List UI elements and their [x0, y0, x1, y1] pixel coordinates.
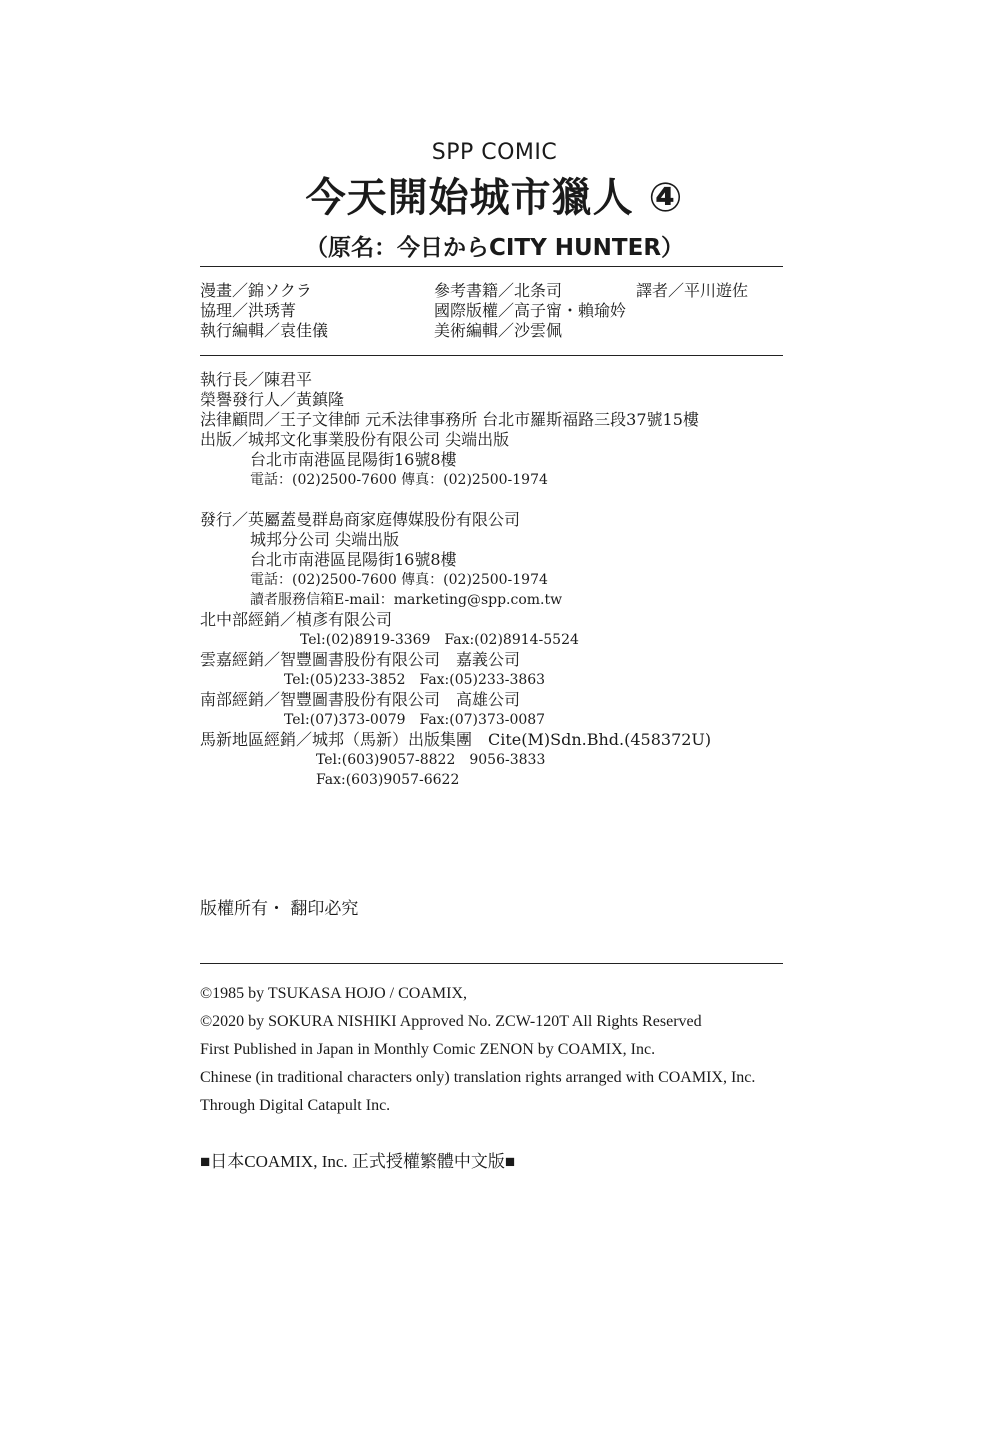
south-distributor: 南部經銷／智豐圖書股份有限公司 高雄公司	[200, 690, 521, 709]
north-distributor: 北中部經銷／楨彥有限公司	[200, 610, 393, 629]
publish-phone: 電話：(02)2500-7600 傳真：(02)2500-1974	[250, 472, 548, 488]
south-contact: Tel:(07)373-0079 Fax:(07)373-0087	[284, 712, 546, 728]
rights-line: ©2020 by SOKURA NISHIKI Approved No. ZCW-120T All Rights Reserved	[200, 1013, 702, 1030]
series-label: SPP COMIC	[431, 140, 558, 165]
rights-line: Through Digital Catapult Inc.	[200, 1097, 391, 1114]
malaysia-distributor: 馬新地區經銷／城邦（馬新）出版集團 Cite(M)Sdn.Bhd.(458372U)	[200, 730, 712, 749]
divider-top	[200, 266, 783, 267]
ceo-line: 執行長／陳君平	[200, 370, 313, 389]
original-title: （原名：今日からCITY HUNTER）	[304, 235, 685, 261]
malaysia-fax: Fax:(603)9057-6622	[316, 772, 460, 788]
authorized-edition-footer: ■日本COAMIX, Inc. 正式授權繁體中文版■	[200, 1152, 516, 1171]
credit-art-editor: 美術編輯／沙雲佩	[434, 321, 563, 340]
issuer-line: 發行／英屬蓋曼群島商家庭傳媒股份有限公司	[200, 510, 521, 529]
reader-service-email: 讀者服務信箱E-mail：marketing@spp.com.tw	[250, 592, 563, 608]
chiayi-contact: Tel:(05)233-3852 Fax:(05)233-3863	[284, 672, 546, 688]
rights-line: Chinese (in traditional characters only) translation rights arranged with COAMIX, Inc.	[200, 1069, 756, 1086]
distribution-address: 台北市南港區昆陽街16號8樓	[250, 550, 457, 569]
rights-line: ©1985 by TSUKASA HOJO / COAMIX,	[200, 985, 467, 1002]
publish-line: 出版／城邦文化事業股份有限公司 尖端出版	[200, 430, 510, 449]
north-contact: Tel:(02)8919-3369 Fax:(02)8914-5524	[300, 632, 579, 648]
divider-middle	[200, 355, 783, 356]
rights-line: First Published in Japan in Monthly Comic ZENON by COAMIX, Inc.	[200, 1041, 656, 1058]
credit-intl-rights: 國際版權／高子甯・賴瑜妗	[434, 301, 627, 320]
chiayi-distributor: 雲嘉經銷／智豐圖書股份有限公司 嘉義公司	[200, 650, 521, 669]
divider-bottom	[200, 963, 783, 964]
honorary-publisher-line: 榮譽發行人／黃鎮隆	[200, 390, 345, 409]
credit-artist: 漫畫／錦ソクラ	[200, 281, 312, 300]
branch-line: 城邦分公司 尖端出版	[250, 530, 400, 549]
credit-reference: 參考書籍／北条司	[434, 281, 563, 300]
malaysia-tel: Tel:(603)9057-8822 9056-3833	[316, 752, 546, 768]
book-title: 今天開始城市獵人 ④	[305, 175, 684, 221]
publish-address: 台北市南港區昆陽街16號8樓	[250, 450, 457, 469]
credit-translator: 譯者／平川遊佐	[636, 281, 749, 300]
credit-manager: 協理／洪琇菁	[200, 301, 297, 320]
credit-editor: 執行編輯／袁佳儀	[200, 321, 329, 340]
copyright-notice: 版權所有・ 翻印必究	[200, 899, 359, 919]
legal-line: 法律顧問／王子文律師 元禾法律事務所 台北市羅斯福路三段37號15樓	[200, 410, 699, 429]
distribution-phone: 電話：(02)2500-7600 傳真：(02)2500-1974	[250, 572, 548, 588]
